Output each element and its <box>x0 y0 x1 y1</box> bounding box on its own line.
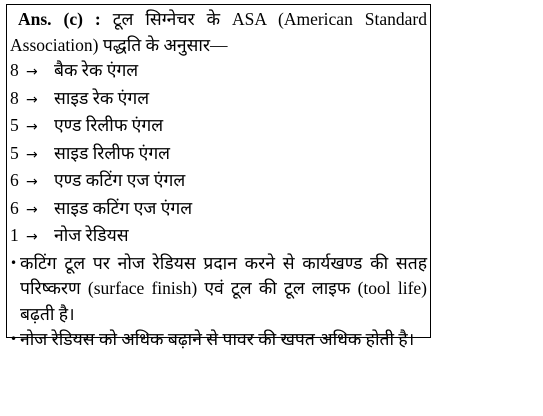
bullet-icon: • <box>10 255 18 270</box>
bullet-icon: • <box>10 332 18 346</box>
note-item <box>10 251 427 328</box>
signature-row <box>10 86 427 114</box>
arrow-right-icon: → <box>26 64 38 80</box>
note-text: नोज रेडियस को अधिक बढ़ाने से पावर की खपत अधिक होती है। <box>20 329 415 349</box>
arrow-right-icon: → <box>26 119 38 135</box>
arrow-right-icon: → <box>26 201 38 218</box>
arrow-right-icon: → <box>26 229 38 245</box>
signature-row <box>10 223 427 251</box>
signature-label: साइड रेक एंगल <box>54 87 150 108</box>
signature-row <box>10 113 427 141</box>
signature-row <box>10 168 427 196</box>
note-item <box>10 327 427 353</box>
note-text: कटिंग टूल पर नोज रेडियस प्रदान करने से कार्यखण्ड की सतह परिष्करण (surface finish) एवं टूल की टूल लाइफ (tool life) बढ़ती है। <box>20 252 427 324</box>
signature-label: एण्ड कटिंग एज एंगल <box>54 170 186 190</box>
arrow-right-icon: → <box>26 174 38 190</box>
signature-label: साइड रिलीफ एंगल <box>54 142 171 163</box>
signature-value: 8 <box>10 60 19 80</box>
signature-value: 6 <box>10 170 19 190</box>
signature-value: 6 <box>10 197 19 218</box>
answer-label: Ans. (c) : <box>18 9 101 29</box>
signature-list <box>10 58 427 251</box>
arrow-right-icon: → <box>26 146 38 163</box>
signature-label: नोज रेडियस <box>54 225 129 245</box>
answer-intro <box>10 7 427 58</box>
arrow-right-icon: → <box>26 91 38 108</box>
signature-value: 8 <box>10 87 19 108</box>
signature-label: एण्ड रिलीफ एंगल <box>54 115 164 135</box>
signature-value: 1 <box>10 225 19 245</box>
notes-list <box>10 251 427 353</box>
signature-row <box>10 141 427 169</box>
signature-label: साइड कटिंग एज एंगल <box>54 197 193 218</box>
signature-value: 5 <box>10 115 19 135</box>
answer-box <box>6 4 431 349</box>
signature-row <box>10 196 427 224</box>
signature-row <box>10 58 427 86</box>
answer-intro-text: टूल सिग्नेचर के ASA (American Standard Association) पद्धति के अनुसार— <box>10 9 427 55</box>
signature-value: 5 <box>10 142 19 163</box>
signature-label: बैक रेक एंगल <box>54 60 139 80</box>
